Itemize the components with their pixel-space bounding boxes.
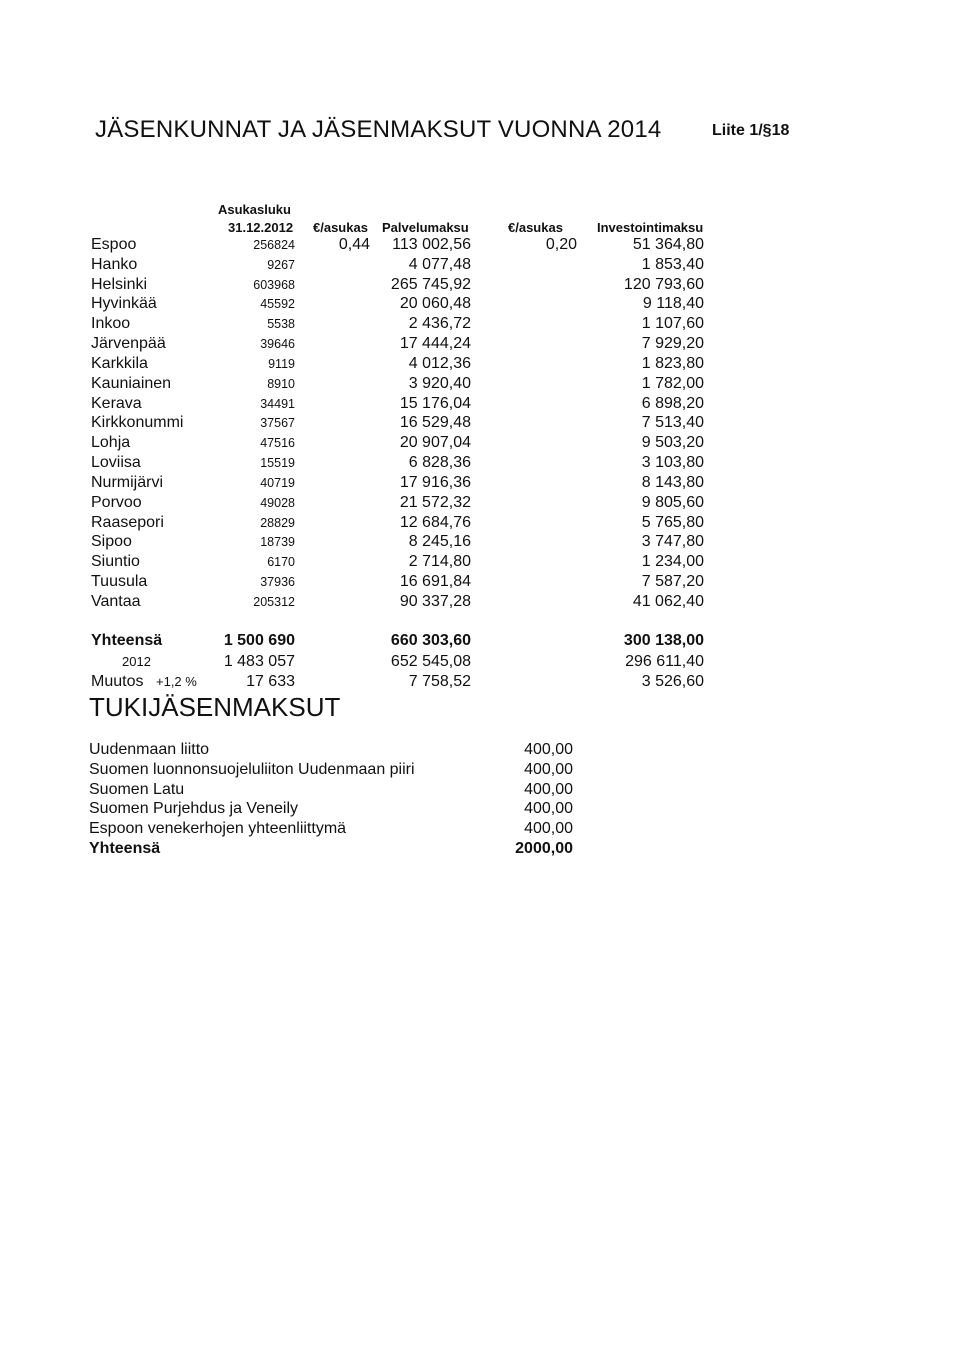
municipality-name: Inkoo bbox=[91, 315, 131, 333]
support-row bbox=[0, 780, 960, 800]
previous-year-service-fee: 652 545,08 bbox=[390, 653, 471, 670]
previous-year-investment-fee: 296 611,40 bbox=[625, 653, 704, 670]
municipality-name: Helsinki bbox=[91, 275, 148, 293]
col-header-population-date: 31.12.2012 bbox=[228, 220, 294, 235]
change-label: Muutos bbox=[91, 673, 144, 690]
population-cell: 205312 bbox=[253, 594, 295, 609]
col-header-rate-investment: €/asukas bbox=[508, 220, 563, 235]
change-investment-fee: 3 526,60 bbox=[641, 673, 704, 690]
support-member-fee: 400,00 bbox=[524, 760, 573, 778]
table-row bbox=[0, 552, 960, 572]
service-rate-cell: 0,44 bbox=[338, 236, 370, 253]
support-member-name: Uudenmaan liitto bbox=[89, 741, 210, 758]
municipality-name: Sipoo bbox=[91, 533, 132, 551]
population-cell: 6170 bbox=[267, 555, 295, 570]
investment-fee-cell: 9 118,40 bbox=[642, 295, 704, 313]
municipality-name: Tuusula bbox=[91, 573, 148, 591]
appendix-reference: Liite 1/§18 bbox=[712, 122, 790, 139]
support-member-fee: 400,00 bbox=[524, 741, 573, 758]
service-fee-cell: 17 444,24 bbox=[399, 335, 471, 353]
support-row bbox=[0, 799, 960, 819]
municipality-name: Lohja bbox=[91, 434, 131, 452]
service-fee-cell: 2 714,80 bbox=[408, 553, 471, 571]
investment-fee-cell: 3 747,80 bbox=[641, 533, 704, 551]
service-fee-cell: 4 012,36 bbox=[408, 354, 471, 372]
population-cell: 256824 bbox=[253, 238, 295, 252]
investment-fee-cell: 6 898,20 bbox=[641, 394, 704, 412]
table-row bbox=[0, 394, 960, 414]
service-fee-cell: 113 002,56 bbox=[392, 236, 471, 253]
col-header-investment-fee: Investointimaksu bbox=[597, 220, 704, 235]
service-fee-cell: 12 684,76 bbox=[399, 513, 471, 531]
investment-fee-cell: 9 503,20 bbox=[641, 434, 704, 452]
previous-year-label: 2012 bbox=[122, 654, 151, 669]
population-cell: 8910 bbox=[267, 376, 295, 391]
service-fee-cell: 16 691,84 bbox=[399, 573, 471, 591]
service-fee-cell: 90 337,28 bbox=[399, 592, 471, 610]
investment-fee-cell: 8 143,80 bbox=[641, 473, 704, 491]
service-fee-cell: 15 176,04 bbox=[399, 394, 471, 412]
population-cell: 39646 bbox=[260, 337, 295, 352]
investment-fee-cell: 1 234,00 bbox=[641, 553, 704, 571]
service-fee-cell: 6 828,36 bbox=[408, 454, 471, 472]
table-row bbox=[0, 413, 960, 433]
population-cell: 9267 bbox=[267, 257, 295, 272]
municipality-name: Järvenpää bbox=[91, 335, 166, 353]
support-row bbox=[0, 819, 960, 839]
col-header-service-fee: Palvelumaksu bbox=[382, 220, 469, 235]
support-member-fee: 400,00 bbox=[524, 800, 573, 818]
change-service-fee: 7 758,52 bbox=[408, 673, 471, 690]
support-section-title: TUKIJÄSENMAKSUT bbox=[89, 692, 341, 722]
support-member-name: Espoon venekerhojen yhteenliittymä bbox=[89, 820, 347, 838]
table-row bbox=[0, 473, 960, 493]
population-cell: 5538 bbox=[267, 317, 295, 332]
support-total-value: 2000,00 bbox=[515, 840, 573, 857]
support-row bbox=[0, 760, 960, 780]
investment-fee-cell: 1 107,60 bbox=[641, 315, 704, 333]
previous-year-row bbox=[0, 652, 960, 672]
service-fee-cell: 17 916,36 bbox=[399, 473, 471, 491]
municipality-name: Loviisa bbox=[91, 454, 141, 472]
service-fee-cell: 2 436,72 bbox=[408, 315, 471, 333]
change-population: 17 633 bbox=[246, 673, 295, 690]
municipality-name: Raasepori bbox=[91, 513, 164, 531]
total-population: 1 500 690 bbox=[223, 632, 295, 649]
investment-fee-cell: 51 364,80 bbox=[632, 236, 704, 253]
support-member-fee: 400,00 bbox=[524, 820, 573, 838]
table-row bbox=[0, 354, 960, 374]
col-header-population: Asukasluku bbox=[218, 202, 291, 217]
table-row bbox=[0, 532, 960, 552]
service-fee-cell: 20 060,48 bbox=[399, 295, 471, 313]
table-row bbox=[0, 493, 960, 513]
municipality-name: Kirkkonummi bbox=[91, 414, 184, 432]
table-row bbox=[0, 255, 960, 275]
table-row bbox=[0, 275, 960, 295]
table-row bbox=[0, 572, 960, 592]
table-row bbox=[0, 314, 960, 334]
investment-rate-cell: 0,20 bbox=[545, 236, 577, 253]
population-cell: 9119 bbox=[268, 356, 295, 371]
previous-year-population: 1 483 057 bbox=[223, 653, 295, 670]
total-service-fee: 660 303,60 bbox=[390, 632, 471, 649]
municipality-name: Vantaa bbox=[91, 592, 141, 610]
service-fee-cell: 8 245,16 bbox=[408, 533, 471, 551]
total-label: Yhteensä bbox=[91, 632, 163, 649]
support-member-name: Suomen Purjehdus ja Veneily bbox=[89, 800, 299, 818]
investment-fee-cell: 3 103,80 bbox=[641, 454, 704, 472]
page-title: JÄSENKUNNAT JA JÄSENMAKSUT VUONNA 2014 bbox=[95, 116, 662, 143]
service-fee-cell: 16 529,48 bbox=[399, 414, 471, 432]
table-row bbox=[0, 453, 960, 473]
investment-fee-cell: 1 853,40 bbox=[641, 255, 704, 273]
population-cell: 15519 bbox=[260, 456, 295, 471]
table-row bbox=[0, 334, 960, 354]
table-row bbox=[0, 374, 960, 394]
municipality-name: Hyvinkää bbox=[91, 295, 157, 313]
table-row bbox=[0, 294, 960, 314]
support-member-name: Suomen luonnonsuojeluliiton Uudenmaan piiri bbox=[89, 760, 415, 778]
population-cell: 45592 bbox=[260, 297, 295, 312]
table-row bbox=[0, 433, 960, 453]
investment-fee-cell: 1 823,80 bbox=[641, 354, 704, 372]
investment-fee-cell: 9 805,60 bbox=[641, 493, 704, 511]
investment-fee-cell: 7 513,40 bbox=[641, 414, 704, 432]
municipality-name: Espoo bbox=[91, 236, 137, 253]
investment-fee-cell: 120 793,60 bbox=[623, 275, 704, 293]
population-cell: 40719 bbox=[260, 475, 295, 490]
population-cell: 49028 bbox=[260, 495, 295, 510]
table-row bbox=[0, 235, 960, 255]
table-row bbox=[0, 513, 960, 533]
investment-fee-cell: 7 587,20 bbox=[641, 573, 704, 591]
change-percent: +1,2 % bbox=[156, 674, 197, 689]
investment-fee-cell: 7 929,20 bbox=[641, 335, 704, 353]
population-cell: 37567 bbox=[260, 416, 295, 431]
total-investment-fee: 300 138,00 bbox=[623, 632, 704, 649]
service-fee-cell: 265 745,92 bbox=[390, 275, 471, 293]
municipality-name: Kauniainen bbox=[91, 374, 172, 392]
municipality-name: Karkkila bbox=[91, 354, 148, 372]
investment-fee-cell: 41 062,40 bbox=[632, 592, 704, 610]
col-header-rate-service: €/asukas bbox=[313, 220, 368, 235]
support-member-fee: 400,00 bbox=[524, 780, 573, 798]
table-row bbox=[0, 592, 960, 612]
support-row bbox=[0, 740, 960, 760]
change-row bbox=[0, 672, 960, 692]
population-cell: 28829 bbox=[260, 515, 295, 530]
investment-fee-cell: 5 765,80 bbox=[641, 513, 704, 531]
municipality-name: Kerava bbox=[91, 394, 142, 412]
service-fee-cell: 4 077,48 bbox=[408, 255, 471, 273]
service-fee-cell: 3 920,40 bbox=[408, 374, 471, 392]
population-cell: 18739 bbox=[260, 535, 295, 550]
investment-fee-cell: 1 782,00 bbox=[641, 374, 704, 392]
municipality-name: Nurmijärvi bbox=[91, 473, 163, 491]
municipality-name: Siuntio bbox=[91, 553, 140, 571]
total-row bbox=[0, 631, 960, 651]
population-cell: 603968 bbox=[253, 277, 295, 292]
population-cell: 47516 bbox=[260, 436, 295, 451]
support-total-row bbox=[0, 839, 960, 859]
population-cell: 34491 bbox=[260, 396, 295, 411]
support-member-name: Suomen Latu bbox=[89, 780, 185, 798]
service-fee-cell: 20 907,04 bbox=[399, 434, 471, 452]
support-total-label: Yhteensä bbox=[89, 840, 161, 857]
municipality-name: Porvoo bbox=[91, 493, 142, 511]
population-cell: 37936 bbox=[260, 575, 295, 590]
municipality-name: Hanko bbox=[91, 255, 138, 273]
service-fee-cell: 21 572,32 bbox=[399, 493, 471, 511]
